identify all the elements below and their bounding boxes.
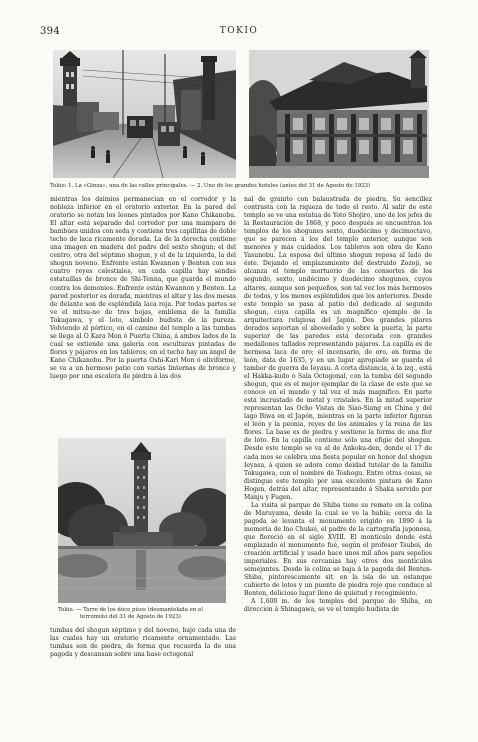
figure-caption-3-line1: Tokio. — Torre de los doce pisos (desmantelada en el <box>58 607 203 613</box>
paragraph: nal de granito con balaustrada de piedra. Su sencillez contrasta con la riqueza de todo el resto. Al salir de este templo se ve una estatua de Yoto Shojiro, uno de los jefes de la Restauración de 1868, y poco después se encuentran los templos de los shogunes sexto, duodécimo y decimoctavo, que se parecen á los del templo anterior, aunque son menores y más cuidados. Los tableros son obra de Kano Yasunobu. La esposa del último shogun reposa al lado de éste. Dejando el emplazamiento del destruido Zozoji, se alcanza el templo mortuorio de las consortes de los segundo, sexto, undécimo y duodécimo shogunes, cuyos altares, aunque son pequeños, son tal vez los más hermosos de todos, y los menos espléndidos que los anteriores. Desde este templo se pasa al patio del dedicado al segundo shogun, cuya capilla es un magnífico ejemplo de la arquitectura religiosa del Japón. Dos grandes pilares dorados soportan el abovedado y sobre la puerta, la parte superior de las paredes está decorada con grandes medallones tallados representando pájaros. La capilla es de hermosa laca de oro; el incensario, de oro, en forma de león, data de 1635, y en un lugar apropiado se guarda el tambor de guerra de Ieyasu. A corta distancia, á la izq., está el Hakka-kudo ó Sala Octogonal, con la tumba del segundo shogun, que es el mejor ejemplar de la clase de este que se conoce en el mundo y tal vez el más magnífico. En parte está incrustado de metal y cristales. En la mitad superior representan las Ocho Vistas de Siao-Siang en China y del lago Biwa en el Japón, mientras en la parte inferior figuran el león y la peonia, reyes de los animales y la reina de las flores. La base es de piedra y sostiene la forma de una flor de loto. En la capilla contiene sólo una efigie del shogun. Desde este templo se va al de Ankoku-den, donde el 17 de cada mes se celebra una fiesta popular en honor del shogun Ieyasu, á quien se adora como deidad tutelar de la familia Tokugawa, con el nombre de Toshogu. Entre otras cosas, se distingue este templo por una excelente pintura de Kano Hogen, detrás del altar, representando á Shaka servido por Manju y Fugen. <box>244 196 432 501</box>
column-right <box>244 196 432 666</box>
figure-caption-3-line2: terremoto del 31 de Agosto de 1923) <box>80 613 181 620</box>
running-title: TOKIO <box>219 26 259 36</box>
paragraph: La visita al parque de Shiba tiene su remate en la colina de Maruyama, desde la cual se ve la bahía; cerca de la pagoda se levanta el monumento erigido en 1890 á la memoria de Ino Chukei, el padre de la cartografía japonesa, que floreció en el siglo XVIII. El montículo donde está emplazado el monumento fué, según el profesor Tsuboi, de creación artificial y usado hace unos mil años para sepelios imperiales. En sus cercanías hay otros dos montículos semejantes. Desde la colina se baja á la pagoda del Benten-Shiba, pintorescamente sit. en la isla de un estanque cubierto de lotos y un puente de piedra rojo que conduce al Benten, delicioso lugar lleno de quietud y recogimiento. <box>244 501 432 598</box>
figure-caption-3 <box>58 607 203 620</box>
page-number: 394 <box>40 26 60 37</box>
photo-twelve-story-tower <box>58 438 226 603</box>
page-header <box>0 26 478 40</box>
paragraph: A 1,600 m. de los templos del parque de Shiba, en dirección á Shinagawa, se ve el templo budista de <box>244 598 432 614</box>
photo-grand-hotel <box>249 50 429 178</box>
paragraph: tumbas del shogun séptimo y del noveno, bajo cada una de las cuales hay un oratorio ricamente ornamentado. Las tumbas son de piedra, de forma que recuerda la de una pagoda y descansan sobre una base octogonal <box>50 627 236 659</box>
figure-caption-1-2: Tokio: 1. La «Ginza», una de las calles principales. — 2. Uno de los grandes hoteles (antes del 31 de Agosto de 1923) <box>50 183 371 189</box>
paragraph: mientras los daimios permanecían en el corredor y la nobleza inferior en el oratorio exterior. En la pared del oratorio se notan los leones pintados por Kano Chikanobu. El altar está separado del corredor por una mampara de bambúes unidos con seda y contiene tres capillitas de doble techo de laca ricamente dorada. La de la derecha contiene una imagen en madera del padre del sexto shogun; el del centro, otra del séptimo shogun, y el de la izquierda, la del shogun noveno. Enfrente están Kwannon y Benten con sus cuatro reyes celestiales, en cada capilla hay sendas estatuillas de bronce de Shi-Tenna, que guarda el mundo contra los demonios. Enfrente están Kwannon y Benten. La pared posterior es dorada, mientras el altar y las dos mesas de delante son de espléndida laca roja. Por todas partes se ve el mitsu-no de tres hojas, emblema de la familia Tokugawa, y el loto, símbolo budista de la pureza. Volviendo al pórtico, en el camino del templo a las tumbas se llega al O Kara Mon ó Puerta China, á ambos lados de la cual se extiende una galería con esculturas pintadas de flores y pájaros en los tableros; en el techo hay un ángel de Kano Chikanobu. Por la puerta Oshi-Kari Mon ó oliviforme, se va a un hermoso patio con varias linternas de bronce y luego por una escalera de piedra á las dos <box>50 196 236 381</box>
photo-ginza-street <box>53 50 236 178</box>
column-left-bottom <box>50 627 236 667</box>
column-left-top <box>50 196 236 432</box>
